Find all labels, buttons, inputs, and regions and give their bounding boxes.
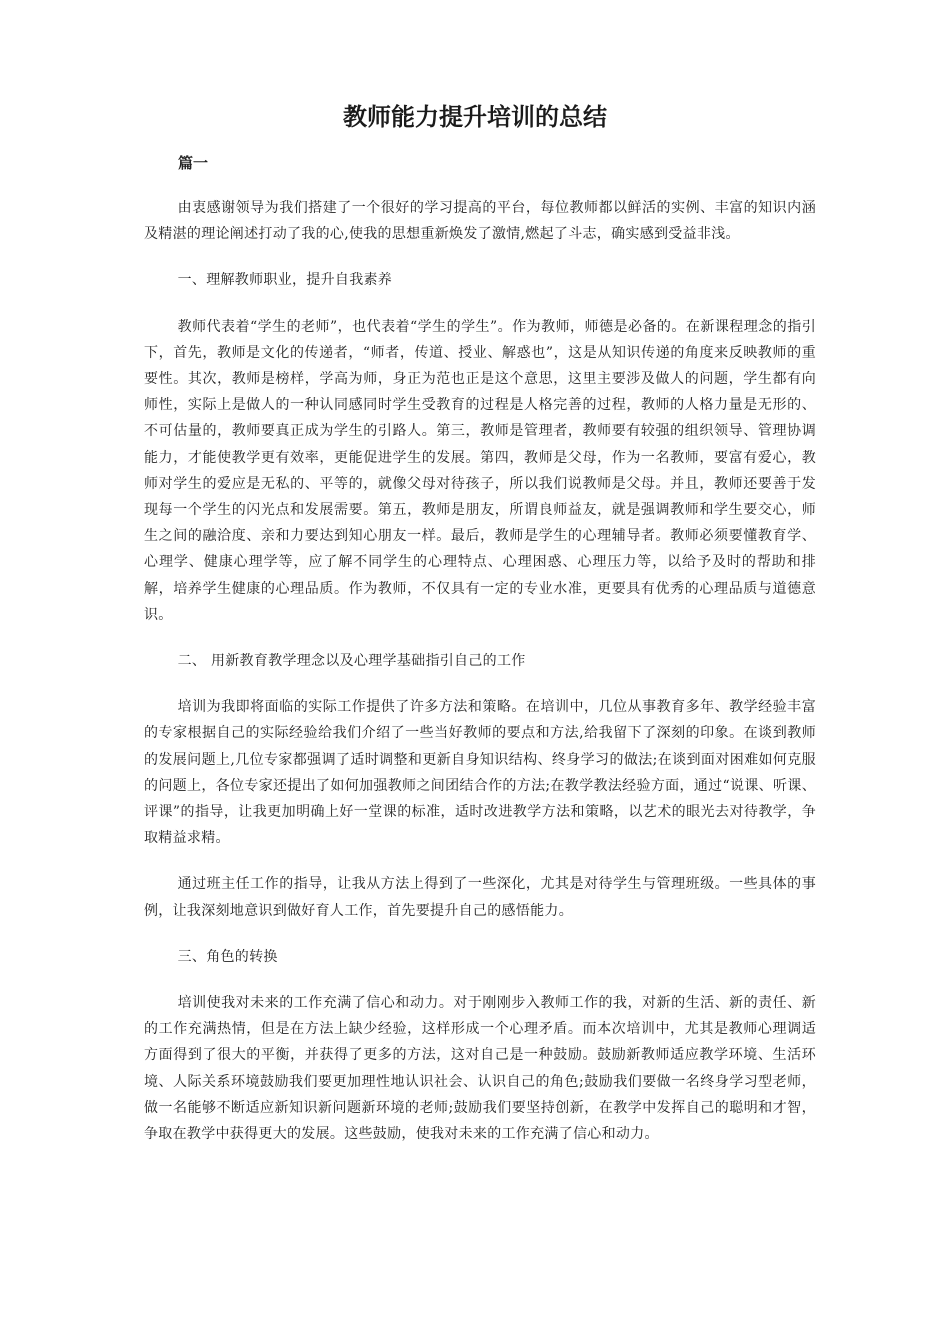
section-label: 篇一 — [178, 154, 209, 172]
section-1-paragraph: 教师代表着“学生的老师”，也代表着“学生的学生”。作为教师，师德是必备的。在新课程理念的指引下，首先，教师是文化的传递者，“师者，传道、授业、解惑也”，这是从知识传递的角度来反映教师的重要性。其次，教师是榜样，学高为师，身正为范也正是这个意思，这里主要涉及做人的问题，学生都有向师性，实际上是做人的一种认同感同时学生受教育的过程是人格完善的过程，教师的人格力量是无形的、不可估量的，教师要真正成为学生的引路人。第三，教师是管理者，教师要有较强的组织领导、管理协调能力，才能使教学更有效率，更能促进学生的发展。第四，教师是父母，作为一名教师，要富有爱心，教师对学生的爱应是无私的、平等的，就像父母对待孩子，所以我们说教师是父母。并且，教师还要善于发现每一个学生的闪光点和发展需要。第五，教师是朋友，所谓良师益友，就是强调教师和学生要交心，师生之间的融洽度、亲和力要达到知心朋友一样。最后，教师是学生的心理辅导者。教师必须要懂教育学、心理学、健康心理学等，应了解不同学生的心理特点、心理困惑、心理压力等，以给予及时的帮助和排解，培养学生健康的心理品质。作为教师，不仅具有一定的专业水准，更要具有优秀的心理品质与道德意识。 — [144, 318, 816, 623]
section-3-paragraph: 培训使我对未来的工作充满了信心和动力。对于刚刚步入教师工作的我，对新的生活、新的责任、新的工作充满热情，但是在方法上缺少经验，这样形成一个心理矛盾。而本次培训中，尤其是教师心理调适方面得到了很大的平衡，并获得了更多的方法，这对自己是一种鼓励。鼓励新教师适应教学环境、生活环境、人际关系环境鼓励我们要更加理性地认识社会、认识自己的角色;鼓励我们要做一名终身学习型老师，做一名能够不断适应新知识新问题新环境的老师;鼓励我们要坚持创新，在教学中发挥自己的聪明和才智，争取在教学中获得更大的发展。这些鼓励，使我对未来的工作充满了信心和动力。 — [144, 995, 816, 1143]
section-heading-3: 三、角色的转换 — [177, 948, 278, 965]
document-body — [144, 195, 816, 1167]
document-title: 教师能力提升培训的总结 — [343, 103, 607, 131]
intro-paragraph: 由衷感谢领导为我们搭建了一个很好的学习提高的平台，每位教师都以鲜活的实例、丰富的知识内涵及精湛的理论阐述打动了我的心,使我的思想重新焕发了激情,燃起了斗志，确实感到受益非浅。 — [144, 200, 816, 243]
section-heading-1: 一、理解教师职业，提升自我素养 — [177, 272, 393, 289]
section-2-paragraph-1: 培训为我即将面临的实际工作提供了许多方法和策略。在培训中，几位从事教育多年、教学经验丰富的专家根据自己的实际经验给我们介绍了一些当好教师的要点和方法,给我留下了深刻的印象。在谈到教师的发展问题上,几位专家都强调了适时调整和更新自身知识结构、终身学习的做法;在谈到面对困难如何克服的问题上，各位专家还提出了如何加强教师之间团结合作的方法;在教学教法经验方面，通过“说课、听课、评课”的指导，让我更加明确上好一堂课的标准，适时改进教学方法和策略，以艺术的眼光去对待教学，争取精益求精。 — [144, 699, 816, 847]
section-heading-2: 二、 用新教育教学理念以及心理学基础指引自己的工作 — [177, 653, 526, 670]
section-2-paragraph-2: 通过班主任工作的指导，让我从方法上得到了一些深化，尤其是对待学生与管理班级。一些具体的事例，让我深刻地意识到做好育人工作，首先要提升自己的感悟能力。 — [144, 876, 816, 919]
